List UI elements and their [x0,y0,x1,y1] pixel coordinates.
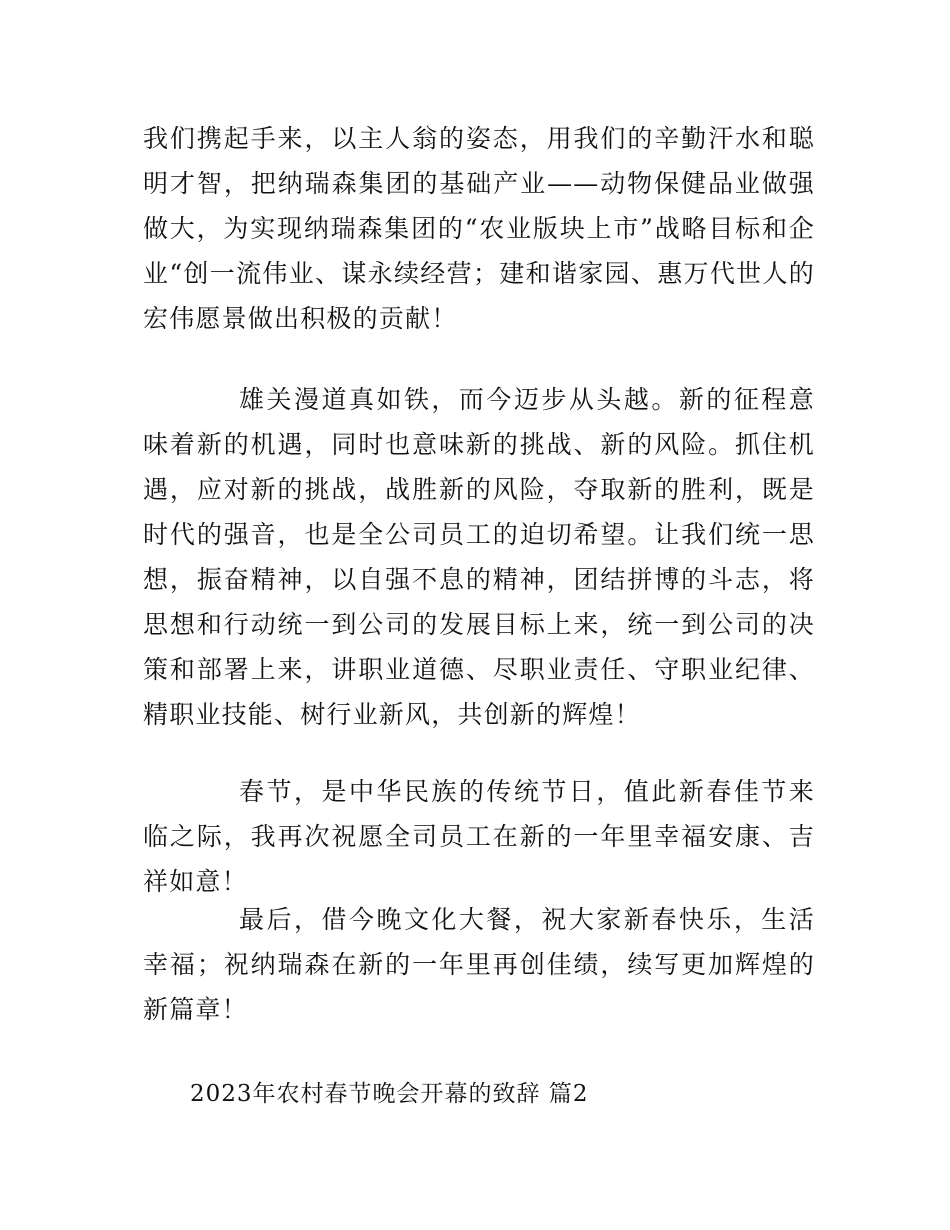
section-heading: 2023年农村春节晚会开幕的致辞 篇2 [190,1081,589,1107]
paragraph-new-journey: 雄关漫道真如铁，而今迈步从头越。新的征程意味着新的机遇，同时也意味新的挑战、新的风险。抓住机遇，应对新的挑战，战胜新的风险，夺取新的胜利，既是时代的强音，也是全公司员工的迫切希望。让我们统一思想，振奋精神，以自强不息的精神，团结拼博的斗志，将思想和行动统一到公司的发展目标上来，统一到公司的决策和部署上来，讲职业道德、尽职业责任、守职业纪律、精职业技能、树行业新风，共创新的辉煌！ [143,385,815,729]
paragraph-continuation: 我们携起手来，以主人翁的姿态，用我们的辛勤汗水和聪明才智，把纳瑞森集团的基础产业——动物保健品业做强做大，为实现纳瑞森集团的“农业版块上市”战略目标和企业“创一流伟业、谋永续经营；建和谐家园、惠万代世人的宏伟愿景做出积极的贡献！ [143,124,815,333]
paragraph-closing-wishes: 最后，借今晚文化大餐，祝大家新春快乐，生活幸福；祝纳瑞森在新的一年里再创佳绩，续写更加辉煌的新篇章！ [143,905,815,1024]
paragraph-spring-festival: 春节，是中华民族的传统节日，值此新春佳节来临之际，我再次祝愿全司员工在新的一年里幸福安康、吉祥如意！ [143,777,815,896]
